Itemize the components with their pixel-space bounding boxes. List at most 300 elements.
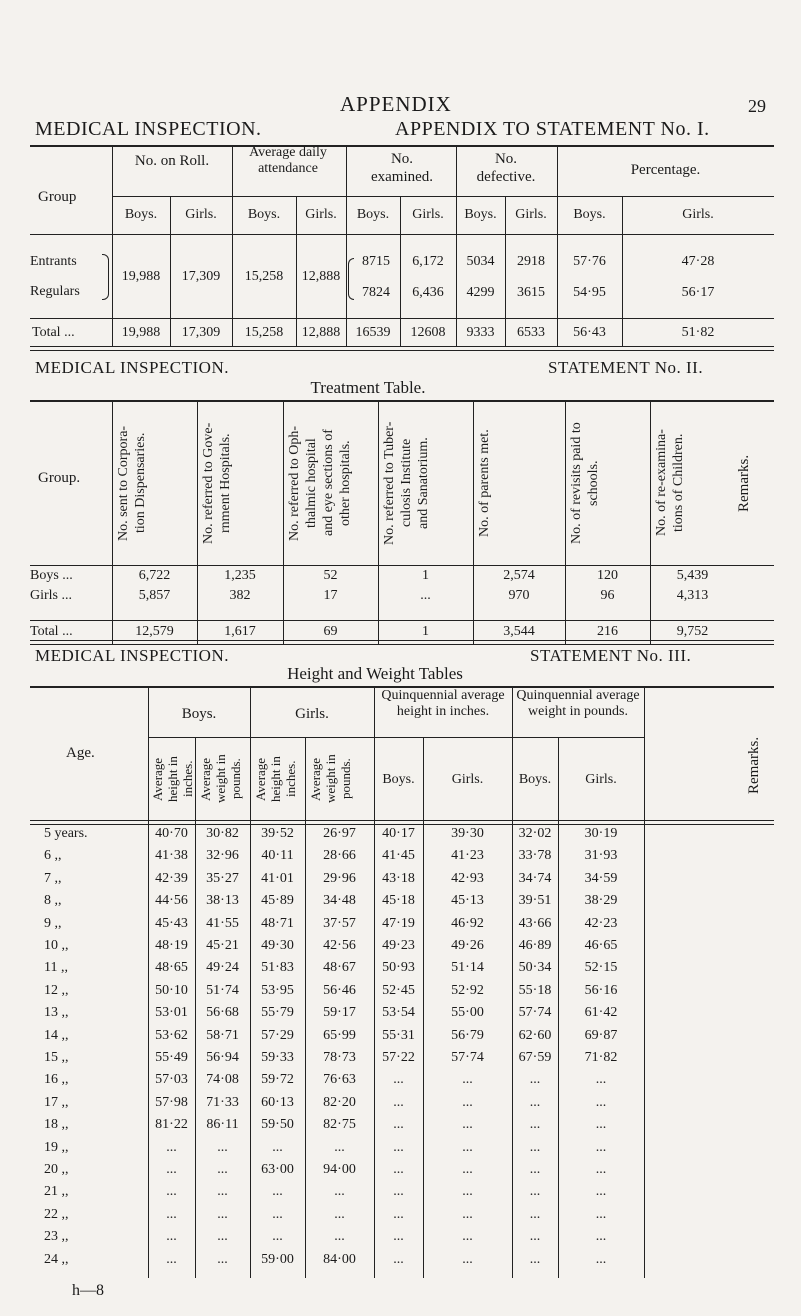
measurement-cell: ... (529, 1207, 541, 1222)
total-value: 12608 (410, 325, 446, 340)
regulars-label: Regulars (30, 284, 80, 299)
table-2-caption-left: MEDICAL INSPECTION. (35, 358, 229, 377)
measurement-cell: 32·96 (206, 848, 239, 863)
age-cell: 21 ,, (44, 1184, 69, 1199)
measurement-cell: ... (595, 1229, 607, 1244)
measurement-cell: 78·73 (323, 1050, 356, 1065)
measurement-cell: ... (529, 1072, 541, 1087)
measurement-cell: ... (595, 1162, 607, 1177)
measurement-cell: ... (595, 1252, 607, 1267)
rule (112, 196, 774, 197)
measurement-cell: ... (393, 1252, 404, 1267)
measurement-cell: 46·89 (518, 938, 552, 953)
measurement-cell: ... (334, 1140, 345, 1155)
treatment-cell: 3,544 (503, 624, 535, 639)
treatment-cell: 69 (323, 624, 338, 639)
rule (378, 401, 379, 644)
measurement-cell: ... (166, 1162, 177, 1177)
measurement-cell: 29·96 (323, 871, 356, 886)
rule (374, 737, 644, 738)
age-label: Age. (66, 745, 95, 761)
measurement-cell: 45·43 (155, 916, 188, 931)
total-value: 51·82 (681, 325, 715, 340)
measurement-cell: 59·17 (323, 1005, 356, 1020)
sub-girls: Girls. (682, 207, 714, 222)
measurement-cell: ... (272, 1229, 283, 1244)
age-cell: 20 ,, (44, 1162, 69, 1177)
measurement-cell: 57·03 (155, 1072, 188, 1087)
rule (456, 146, 457, 346)
rule (473, 401, 474, 644)
measurement-cell: 48·71 (261, 916, 294, 931)
age-cell: 24 ,, (44, 1252, 69, 1267)
rule (644, 687, 645, 1278)
rule (346, 146, 347, 346)
table-2-subtitle: Treatment Table. (310, 378, 426, 397)
pct-boys: 57·76 (573, 254, 606, 269)
treatment-cell: 96 (600, 588, 615, 603)
age-cell: 22 ,, (44, 1207, 69, 1222)
rule (197, 401, 198, 644)
attendance-header: Average daily attendance (249, 145, 327, 176)
def-girls: 2918 (517, 254, 545, 269)
avg-weight-boys: Average weight in pounds. (198, 754, 243, 804)
measurement-cell: 61·42 (584, 1005, 618, 1020)
rule (283, 401, 284, 644)
measurement-cell: 59·50 (261, 1117, 294, 1132)
col-header-dispensaries: No. sent to Corpora- tion Dispensaries. (116, 425, 148, 541)
measurement-cell: 41·38 (155, 848, 188, 863)
measurement-cell: 40·11 (261, 848, 294, 863)
measurement-cell: ... (595, 1207, 607, 1222)
measurement-cell: 33·78 (518, 848, 552, 863)
row-label: Girls ... (30, 588, 72, 603)
rule (112, 146, 113, 346)
roll-girls: 17,309 (181, 269, 221, 284)
measurement-cell: 43·18 (382, 871, 415, 886)
measurement-cell: ... (595, 1184, 607, 1199)
measurement-cell: 34·59 (584, 871, 618, 886)
quinquennial-height-header: Quinquennial average height in inches. (381, 688, 505, 719)
treatment-cell: ... (420, 588, 431, 603)
age-cell: 7 ,, (44, 871, 62, 886)
sub-girls: Girls. (412, 207, 444, 222)
boys-group-header: Boys. (181, 706, 217, 722)
measurement-cell: 50·93 (382, 960, 415, 975)
measurement-cell: 60·13 (261, 1095, 294, 1110)
measurement-cell: 67·59 (518, 1050, 552, 1065)
quinquennial-weight-header: Quinquennial average weight in pounds. (516, 688, 640, 719)
measurement-cell: 55·18 (518, 983, 552, 998)
treatment-cell: 1,235 (224, 568, 256, 583)
measurement-cell: ... (393, 1117, 404, 1132)
measurement-cell: 52·45 (382, 983, 415, 998)
measurement-cell: 31·93 (584, 848, 618, 863)
treatment-cell: 970 (508, 588, 530, 603)
measurement-cell: ... (217, 1207, 228, 1222)
col-header-remarks: Remarks. (736, 454, 752, 512)
measurement-cell: 46·92 (451, 916, 484, 931)
measurement-cell: ... (272, 1207, 283, 1222)
age-cell: 9 ,, (44, 916, 62, 931)
examined-header: No. examined. (370, 151, 434, 185)
measurement-cell: 56·94 (206, 1050, 239, 1065)
measurement-cell: ... (393, 1229, 404, 1244)
measurement-cell: 57·74 (518, 1005, 552, 1020)
pct-boys: 54·95 (573, 285, 606, 300)
measurement-cell: 34·48 (323, 893, 356, 908)
avg-height-girls: Average height in inches. (253, 756, 298, 802)
measurement-cell: 49·26 (451, 938, 484, 953)
measurement-cell: 47·19 (382, 916, 415, 931)
rule (232, 146, 233, 346)
measurement-cell: 84·00 (323, 1252, 356, 1267)
measurement-cell: ... (529, 1184, 541, 1199)
measurement-cell: 56·46 (323, 983, 356, 998)
exam-girls: 6,436 (412, 285, 444, 300)
measurement-cell: 71·82 (584, 1050, 618, 1065)
measurement-cell: 86·11 (206, 1117, 239, 1132)
measurement-cell: 46·65 (584, 938, 618, 953)
measurement-cell: 41·45 (382, 848, 415, 863)
treatment-cell: 5,439 (676, 568, 709, 583)
sub-boys: Boys. (356, 207, 390, 222)
total-value: 6533 (517, 325, 545, 340)
measurement-cell: 57·29 (261, 1028, 294, 1043)
age-cell: 18 ,, (44, 1117, 69, 1132)
sub-girls: Girls. (515, 207, 547, 222)
measurement-cell: 53·54 (382, 1005, 415, 1020)
measurement-cell: 45·89 (261, 893, 294, 908)
measurement-cell: 38·13 (206, 893, 239, 908)
measurement-cell: 74·08 (206, 1072, 239, 1087)
measurement-cell: 62·60 (518, 1028, 552, 1043)
measurement-cell: 82·20 (323, 1095, 356, 1110)
measurement-cell: 37·57 (323, 916, 356, 931)
measurement-cell: 39·30 (451, 826, 484, 841)
measurement-cell: 49·30 (261, 938, 294, 953)
measurement-cell: ... (595, 1140, 607, 1155)
measurement-cell: 49·24 (206, 960, 239, 975)
measurement-cell: 40·70 (155, 826, 188, 841)
rule (30, 824, 774, 825)
qw-girls-header: Girls. (585, 772, 617, 787)
measurement-cell: 44·56 (155, 893, 188, 908)
measurement-cell: ... (166, 1252, 177, 1267)
age-cell: 14 ,, (44, 1028, 69, 1043)
measurement-cell: 38·29 (584, 893, 618, 908)
girls-group-header: Girls. (295, 706, 329, 722)
age-cell: 6 ,, (44, 848, 62, 863)
qh-girls-header: Girls. (451, 772, 484, 787)
measurement-cell: 42·23 (584, 916, 618, 931)
treatment-cell: 5,857 (138, 588, 171, 603)
measurement-cell: ... (595, 1072, 607, 1087)
total-value: 17,309 (181, 325, 221, 340)
rule (30, 644, 774, 645)
treatment-cell: 9,752 (676, 624, 709, 639)
measurement-cell: ... (529, 1252, 541, 1267)
measurement-cell: 32·02 (518, 826, 552, 841)
measurement-cell: 63·00 (261, 1162, 294, 1177)
treatment-cell: 382 (229, 588, 251, 603)
sub-boys: Boys. (124, 207, 158, 222)
measurement-cell: 82·75 (323, 1117, 356, 1132)
measurement-cell: ... (272, 1140, 283, 1155)
measurement-cell: ... (334, 1184, 345, 1199)
total-value: 16539 (355, 325, 391, 340)
age-cell: 11 ,, (44, 960, 68, 975)
left-caption: MEDICAL INSPECTION. (35, 118, 262, 140)
measurement-cell: 48·65 (155, 960, 188, 975)
rule (30, 318, 774, 319)
measurement-cell: 41·55 (206, 916, 239, 931)
measurement-cell: 94·00 (323, 1162, 356, 1177)
treatment-cell: 1 (422, 568, 429, 583)
rule (148, 737, 374, 738)
total-value: 9333 (466, 325, 495, 340)
measurement-cell: 57·22 (382, 1050, 415, 1065)
measurement-cell: 71·33 (206, 1095, 239, 1110)
measurement-cell: 50·34 (518, 960, 552, 975)
measurement-cell: 42·93 (451, 871, 484, 886)
rule (650, 401, 651, 644)
measurement-cell: ... (334, 1229, 345, 1244)
measurement-cell: 43·66 (518, 916, 552, 931)
row-label: Boys ... (30, 568, 73, 583)
treatment-cell: 2,574 (503, 568, 535, 583)
rule (30, 145, 774, 147)
table-3-subtitle: Height and Weight Tables (287, 664, 463, 683)
rule (112, 401, 113, 644)
measurement-cell: 42·39 (155, 871, 188, 886)
col-header-tuberculosis: No. referred to Tuber- culosis Institute and Sanatorium. (382, 421, 431, 545)
measurement-cell: 49·23 (382, 938, 415, 953)
treatment-cell: 4,313 (676, 588, 709, 603)
age-cell: 23 ,, (44, 1229, 69, 1244)
age-cell: 12 ,, (44, 983, 69, 998)
measurement-cell: 51·83 (261, 960, 294, 975)
measurement-cell: 48·67 (323, 960, 356, 975)
measurement-cell: ... (217, 1229, 228, 1244)
measurement-cell: 52·92 (451, 983, 484, 998)
measurement-cell: 55·00 (451, 1005, 484, 1020)
age-cell: 15 ,, (44, 1050, 69, 1065)
measurement-cell: ... (529, 1229, 541, 1244)
rule (112, 234, 774, 235)
rule (30, 820, 774, 821)
measurement-cell: 69·87 (584, 1028, 618, 1043)
measurement-cell: 55·49 (155, 1050, 188, 1065)
measurement-cell: 51·14 (451, 960, 484, 975)
measurement-cell: 53·62 (155, 1028, 188, 1043)
remarks-header: Remarks. (746, 736, 762, 794)
sub-boys: Boys. (464, 207, 497, 222)
rule (30, 565, 774, 566)
measurement-cell: ... (595, 1117, 607, 1132)
measurement-cell: 26·97 (323, 826, 356, 841)
measurement-cell: ... (462, 1140, 473, 1155)
pct-girls: 56·17 (681, 285, 715, 300)
age-cell: 13 ,, (44, 1005, 69, 1020)
rule (30, 234, 112, 235)
sub-boys: Boys. (573, 207, 606, 222)
def-boys: 4299 (466, 285, 495, 300)
pct-girls: 47·28 (681, 254, 715, 269)
measurement-cell: ... (393, 1207, 404, 1222)
group-label: Group (38, 189, 77, 205)
measurement-cell: ... (334, 1207, 345, 1222)
measurement-cell: ... (217, 1252, 228, 1267)
measurement-cell: ... (529, 1117, 541, 1132)
total-value: 56·43 (573, 325, 606, 340)
table-3-caption-left: MEDICAL INSPECTION. (35, 646, 229, 665)
measurement-cell: 48·19 (155, 938, 188, 953)
measurement-cell: 40·17 (382, 826, 415, 841)
exam-boys: 8715 (362, 254, 390, 269)
measurement-cell: ... (393, 1095, 404, 1110)
measurement-cell: 45·21 (206, 938, 239, 953)
measurement-cell: 50·10 (155, 983, 188, 998)
measurement-cell: ... (462, 1184, 473, 1199)
measurement-cell: 81·22 (155, 1117, 188, 1132)
measurement-cell: 30·19 (584, 826, 618, 841)
qw-boys-header: Boys. (518, 772, 552, 787)
roll-boys: 19,988 (121, 269, 161, 284)
brace (102, 254, 109, 300)
age-cell: 19 ,, (44, 1140, 69, 1155)
table-2-caption-right: STATEMENT No. II. (548, 358, 704, 377)
age-cell: 10 ,, (44, 938, 69, 953)
group-label: Group. (38, 470, 81, 486)
measurement-cell: 58·71 (206, 1028, 239, 1043)
measurement-cell: ... (217, 1184, 228, 1199)
treatment-cell: 17 (323, 588, 338, 603)
measurement-cell: ... (462, 1072, 473, 1087)
treatment-cell: 216 (597, 624, 618, 639)
att-boys: 15,258 (244, 269, 284, 284)
measurement-cell: ... (393, 1072, 404, 1087)
col-header-reexaminations: No. of re-examina- tions of Children. (654, 429, 686, 537)
measurement-cell: ... (462, 1162, 473, 1177)
measurement-cell: 45·18 (382, 893, 415, 908)
measurement-cell: ... (393, 1184, 404, 1199)
measurement-cell: ... (272, 1184, 283, 1199)
measurement-cell: ... (462, 1229, 473, 1244)
measurement-cell: 51·74 (206, 983, 239, 998)
sub-boys: Boys. (247, 207, 281, 222)
measurement-cell: ... (166, 1184, 177, 1199)
exam-girls: 6,172 (412, 254, 444, 269)
sub-girls: Girls. (305, 207, 337, 222)
measurement-cell: 34·74 (518, 871, 552, 886)
measurement-cell: 41·23 (451, 848, 484, 863)
measurement-cell: 52·15 (584, 960, 618, 975)
page-number: 29 (748, 96, 766, 116)
rule (30, 346, 774, 347)
sub-girls: Girls. (185, 207, 217, 222)
measurement-cell: 57·74 (451, 1050, 484, 1065)
col-header-parents-met: No. of parents met. (477, 429, 492, 537)
total-label: Total ... (32, 325, 75, 340)
roll-header: No. on Roll. (134, 153, 210, 169)
def-girls: 3615 (517, 285, 545, 300)
measurement-cell: 30·82 (206, 826, 239, 841)
qh-boys-header: Boys. (382, 772, 415, 787)
treatment-cell: 6,722 (138, 568, 171, 583)
age-cell: 5 years. (44, 826, 88, 841)
measurement-cell: 41·01 (261, 871, 294, 886)
age-cell: 8 ,, (44, 893, 62, 908)
measurement-cell: 42·56 (323, 938, 356, 953)
avg-weight-girls: Average weight in pounds. (308, 754, 353, 804)
measurement-cell: 28·66 (323, 848, 356, 863)
measurement-cell: ... (462, 1207, 473, 1222)
measurement-cell: 55·31 (382, 1028, 415, 1043)
total-value: 12,888 (301, 325, 341, 340)
measurement-cell: 57·98 (155, 1095, 188, 1110)
rule (30, 620, 774, 621)
total-value: 15,258 (244, 325, 284, 340)
treatment-cell: 1,617 (224, 624, 256, 639)
footer-mark: h—8 (72, 1282, 104, 1299)
brace (348, 258, 354, 300)
measurement-cell: 76·63 (323, 1072, 356, 1087)
measurement-cell: 45·13 (451, 893, 484, 908)
rule (565, 401, 566, 644)
measurement-cell: 65·99 (323, 1028, 356, 1043)
measurement-cell: ... (166, 1229, 177, 1244)
col-header-govt-hospitals: No. referred to Gove- rnment Hospitals. (201, 422, 233, 544)
measurement-cell: 59·72 (261, 1072, 294, 1087)
measurement-cell: ... (217, 1140, 228, 1155)
measurement-cell: ... (462, 1252, 473, 1267)
avg-height-boys: Average height in inches. (150, 756, 195, 802)
defective-header: No. defective. (476, 151, 536, 185)
age-cell: 17 ,, (44, 1095, 69, 1110)
measurement-cell: ... (529, 1140, 541, 1155)
rule (30, 350, 774, 351)
measurement-cell: ... (393, 1140, 404, 1155)
treatment-cell: 12,579 (135, 624, 174, 639)
measurement-cell: 55·79 (261, 1005, 294, 1020)
measurement-cell: 59·33 (261, 1050, 294, 1065)
right-caption: APPENDIX TO STATEMENT No. I. (395, 118, 710, 140)
att-girls: 12,888 (301, 269, 341, 284)
measurement-cell: 53·01 (155, 1005, 188, 1020)
appendix-title: APPENDIX (340, 92, 452, 116)
treatment-cell: 52 (323, 568, 338, 583)
def-boys: 5034 (466, 254, 495, 269)
entrants-label: Entrants (30, 254, 77, 269)
col-header-ophthalmic: No. referred to Oph- thalmic hospital and eye sections of other hospitals. (287, 425, 353, 541)
measurement-cell: 59·00 (261, 1252, 294, 1267)
rule (30, 640, 774, 641)
row-label: Total ... (30, 624, 73, 639)
measurement-cell: 39·51 (518, 893, 552, 908)
measurement-cell: 56·79 (451, 1028, 484, 1043)
measurement-cell: 39·52 (261, 826, 294, 841)
treatment-cell: 120 (597, 568, 618, 583)
measurement-cell: 35·27 (206, 871, 239, 886)
percentage-header: Percentage. (630, 162, 701, 178)
table-3-caption-right: STATEMENT No. III. (530, 646, 692, 665)
total-value: 19,988 (121, 325, 161, 340)
treatment-cell: 1 (422, 624, 429, 639)
measurement-cell: ... (529, 1095, 541, 1110)
measurement-cell: 56·16 (584, 983, 618, 998)
col-header-revisits: No. of revisits paid to schools. (569, 422, 601, 544)
